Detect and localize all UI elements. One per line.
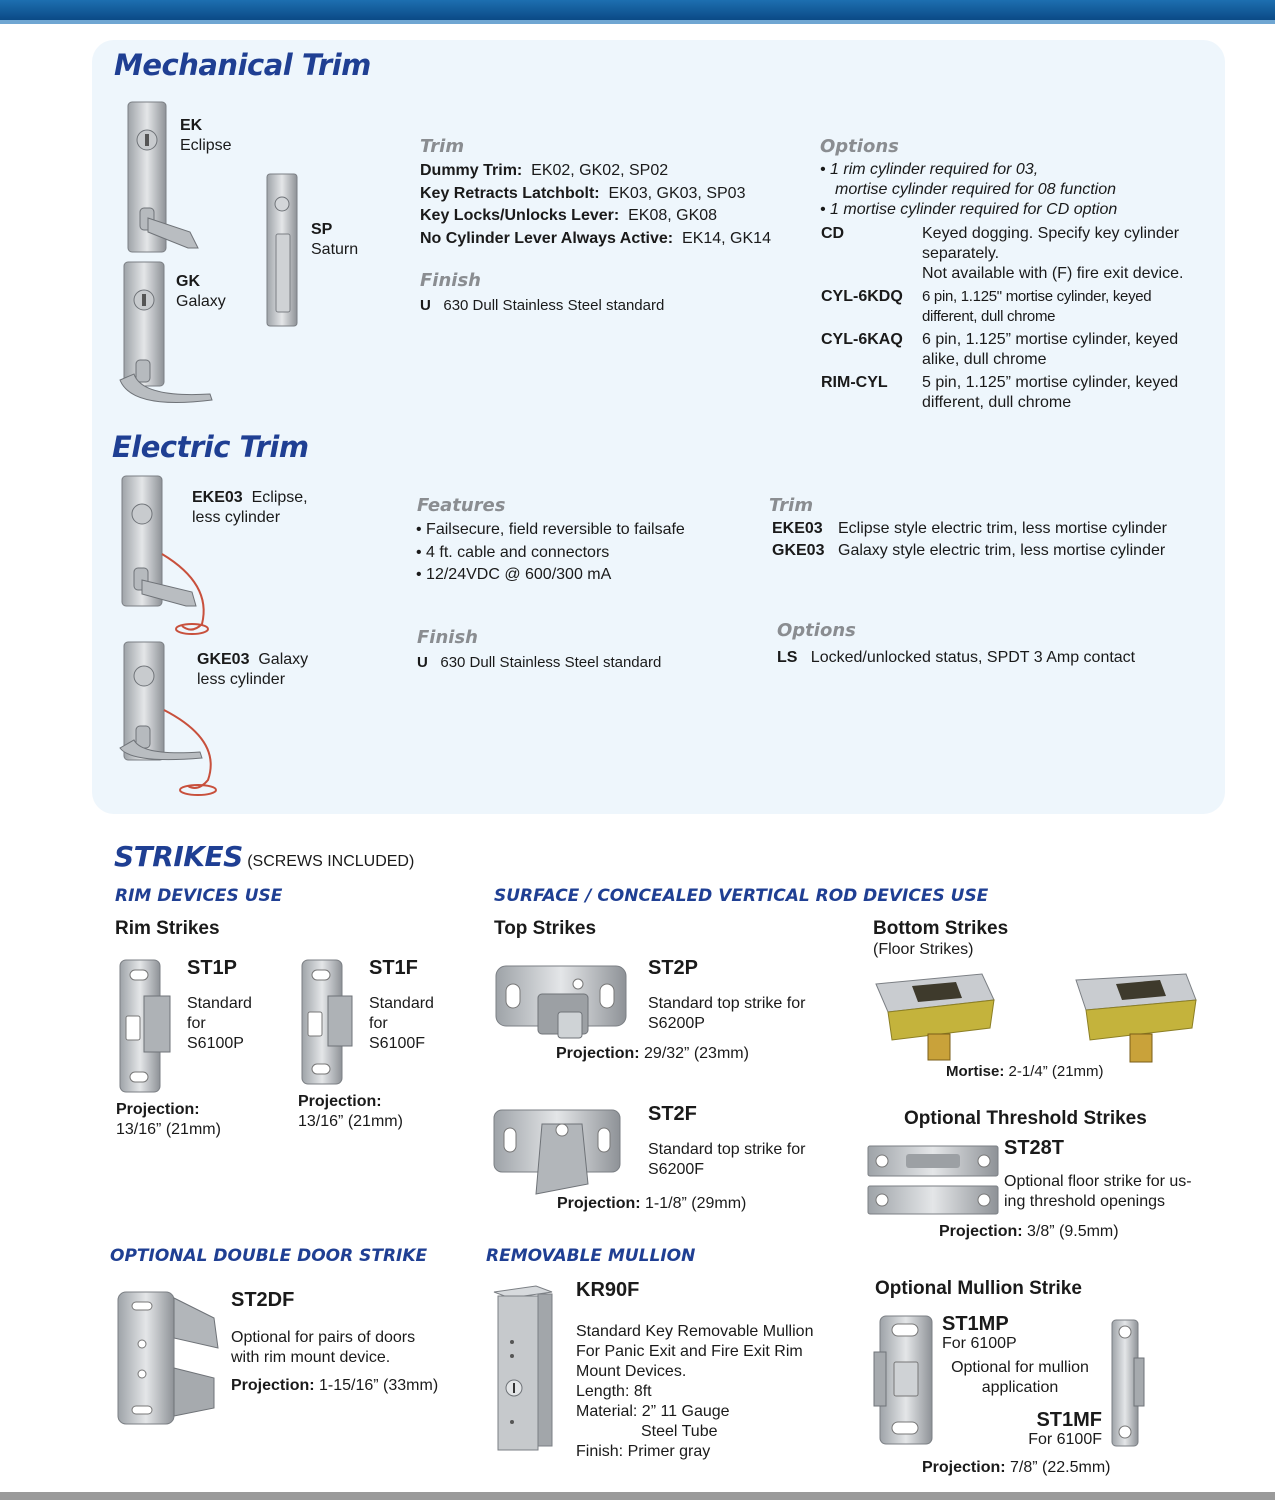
mullion-desc: Length: 8ft bbox=[576, 1383, 652, 1400]
elec-trim-text: Galaxy style electric trim, less mortise cylinder bbox=[838, 542, 1166, 559]
strike-desc: S6100F bbox=[369, 1035, 426, 1052]
mech-trim-heading: Trim bbox=[420, 136, 465, 157]
features-list bbox=[416, 519, 685, 587]
projection-value: 7/8” (22.5mm) bbox=[1010, 1459, 1111, 1476]
projection-label: Projection: bbox=[939, 1223, 1023, 1240]
st2p-strike-image bbox=[492, 958, 632, 1042]
st2df-block bbox=[231, 1290, 438, 1396]
eke03-label bbox=[192, 488, 308, 528]
strike-desc: application bbox=[981, 1379, 1059, 1396]
strike-desc: Standard bbox=[187, 995, 252, 1012]
trim-row-label: Key Locks/Unlocks Lever: bbox=[420, 207, 620, 224]
mech-options-notes bbox=[820, 160, 1117, 220]
trim-row-value: EK14, GK14 bbox=[682, 229, 771, 247]
option-code: CD bbox=[821, 225, 845, 242]
feature-item: • Failsecure, field reversible to failsafe bbox=[416, 521, 685, 538]
rim-strikes-subheading: Rim Strikes bbox=[115, 918, 220, 939]
double-door-heading: OPTIONAL DOUBLE DOOR STRIKE bbox=[110, 1246, 428, 1266]
mullion-desc: For Panic Exit and Fire Exit Rim bbox=[576, 1343, 803, 1360]
option-row bbox=[821, 287, 1183, 330]
st1mf-block bbox=[1002, 1410, 1102, 1450]
finish-text: 630 Dull Stainless Steel standard bbox=[440, 654, 662, 671]
elec-trim-row bbox=[772, 540, 1167, 562]
mullion-desc: Finish: Primer gray bbox=[576, 1443, 711, 1460]
finish-code: U bbox=[420, 297, 431, 314]
gke03-label bbox=[197, 650, 308, 690]
st28t-strike-image bbox=[866, 1142, 1002, 1220]
st1mp-code: ST1MP bbox=[942, 1313, 1009, 1335]
gke03-name: Galaxy bbox=[258, 651, 309, 668]
st1p-projection bbox=[116, 1100, 221, 1140]
elec-trim-list bbox=[772, 518, 1167, 562]
feature-item: • 4 ft. cable and connectors bbox=[416, 543, 610, 561]
strike-desc: Standard bbox=[369, 995, 434, 1012]
finish-code: U bbox=[417, 654, 428, 671]
projection-label: Projection: bbox=[922, 1459, 1006, 1476]
strike-desc: for bbox=[369, 1015, 388, 1032]
mech-trim-list bbox=[420, 160, 771, 250]
gke03-name-line2: less cylinder bbox=[197, 671, 286, 688]
option-text: Locked/unlocked status, SPDT 3 Amp contact bbox=[810, 649, 1136, 666]
mullion-strike-heading: Optional Mullion Strike bbox=[875, 1278, 1082, 1299]
mullion-desc: Steel Tube bbox=[641, 1423, 718, 1440]
top-banner bbox=[0, 0, 1275, 20]
floor-strikes-note: (Floor Strikes) bbox=[873, 941, 974, 958]
st1f-strike-image bbox=[298, 956, 356, 1088]
elec-options-row bbox=[777, 648, 1135, 668]
strikes-subtitle: (SCREWS INCLUDED) bbox=[247, 853, 415, 870]
option-code: RIM-CYL bbox=[821, 374, 888, 391]
st28t-block bbox=[1004, 1138, 1192, 1212]
st1f-code: ST1F bbox=[369, 957, 418, 979]
option-line: 5 pin, 1.125” mortise cylinder, keyed bbox=[922, 374, 1179, 391]
st1p-code: ST1P bbox=[187, 957, 238, 979]
gk-code: GK bbox=[176, 273, 200, 290]
option-row bbox=[821, 373, 1183, 416]
eke03-code: EKE03 bbox=[192, 489, 243, 506]
option-line: 6 pin, 1.125" mortise cylinder, keyed bbox=[922, 288, 1152, 305]
vertical-rod-heading: SURFACE / CONCEALED VERTICAL ROD DEVICES USE bbox=[494, 886, 989, 906]
projection-value: 1-15/16” (33mm) bbox=[319, 1377, 439, 1394]
eke03-name: Eclipse, bbox=[251, 489, 308, 506]
st2f-code: ST2F bbox=[648, 1103, 697, 1125]
strike-desc: ing threshold openings bbox=[1004, 1193, 1166, 1210]
mech-options-table bbox=[821, 224, 1183, 416]
st1mp-for: For 6100P bbox=[942, 1335, 1017, 1352]
st28t-code: ST28T bbox=[1004, 1137, 1065, 1159]
st2p-projection bbox=[556, 1044, 749, 1064]
strike-desc: S6200F bbox=[648, 1161, 705, 1178]
st2df-code: ST2DF bbox=[231, 1289, 295, 1311]
strike-desc: Standard top strike for bbox=[648, 995, 806, 1012]
st2f-block bbox=[648, 1104, 805, 1180]
projection-value: 29/32” (23mm) bbox=[644, 1045, 749, 1062]
elec-trim-text: Eclipse style electric trim, less mortise cylinder bbox=[838, 520, 1167, 537]
projection-label: Projection: bbox=[116, 1101, 200, 1118]
elec-trim-row bbox=[772, 518, 1167, 540]
features-heading: Features bbox=[417, 495, 506, 516]
sp-saturn-trim-image bbox=[264, 172, 300, 330]
mullion-desc: Mount Devices. bbox=[576, 1363, 687, 1380]
mullion-desc: Material: 2” 11 Gauge bbox=[576, 1403, 730, 1420]
trim-row-value: EK03, GK03, SP03 bbox=[608, 184, 746, 202]
strike-desc: Optional floor strike for us- bbox=[1004, 1173, 1192, 1190]
mech-trim-row bbox=[420, 205, 771, 228]
projection-value: 13/16” (21mm) bbox=[116, 1121, 221, 1138]
mullion-strike-projection bbox=[922, 1458, 1110, 1478]
bottom-strikes-subheading: Bottom Strikes bbox=[873, 918, 1009, 939]
option-line: alike, dull chrome bbox=[922, 351, 1047, 368]
mullion-strike-desc bbox=[942, 1358, 1098, 1398]
mech-trim-row bbox=[420, 228, 771, 251]
st1f-block bbox=[369, 958, 434, 1054]
elec-trim-code: GKE03 bbox=[772, 542, 825, 559]
st1mf-for: For 6100F bbox=[1028, 1431, 1102, 1448]
option-line: separately. bbox=[922, 245, 1000, 262]
option-line: Not available with (F) fire exit device. bbox=[922, 265, 1184, 282]
option-line: different, dull chrome bbox=[922, 394, 1072, 411]
option-line: Keyed dogging. Specify key cylinder bbox=[922, 225, 1180, 242]
mechanical-trim-title: Mechanical Trim bbox=[114, 48, 371, 82]
ek-label bbox=[180, 116, 232, 156]
st2p-code: ST2P bbox=[648, 957, 699, 979]
gke03-code: GKE03 bbox=[197, 651, 250, 668]
gk-label bbox=[176, 272, 226, 312]
mech-options-heading: Options bbox=[820, 136, 899, 157]
elec-finish-row bbox=[417, 653, 661, 673]
bottom-banner bbox=[0, 1492, 1275, 1500]
kr90f-block bbox=[576, 1280, 813, 1462]
top-banner-stripe bbox=[0, 20, 1275, 24]
options-note: mortise cylinder required for 08 function bbox=[835, 181, 1117, 198]
trim-row-label: Key Retracts Latchbolt: bbox=[420, 184, 600, 202]
st1mp-strike-image bbox=[872, 1312, 940, 1448]
st1mf-strike-image bbox=[1106, 1318, 1146, 1448]
strike-desc: with rim mount device. bbox=[231, 1349, 391, 1366]
st1mp-block bbox=[942, 1314, 1017, 1354]
option-row bbox=[821, 330, 1183, 373]
threshold-heading: Optional Threshold Strikes bbox=[904, 1108, 1147, 1129]
elec-options-heading: Options bbox=[777, 620, 856, 641]
st1p-strike-image bbox=[114, 956, 172, 1096]
st2f-projection bbox=[557, 1194, 746, 1214]
option-code: CYL-6KDQ bbox=[821, 288, 903, 305]
sp-name: Saturn bbox=[311, 241, 359, 258]
kr90f-code: KR90F bbox=[576, 1279, 640, 1301]
strikes-title: STRIKES bbox=[114, 840, 243, 873]
option-code: LS bbox=[777, 649, 798, 666]
st1f-projection bbox=[298, 1092, 403, 1132]
mech-finish-heading: Finish bbox=[420, 270, 481, 291]
st2f-strike-image bbox=[490, 1104, 630, 1198]
ek-name: Eclipse bbox=[180, 137, 232, 154]
projection-label: Projection: bbox=[298, 1093, 382, 1110]
strike-desc: S6100P bbox=[187, 1035, 244, 1052]
strike-desc: S6200P bbox=[648, 1015, 705, 1032]
trim-row-value: EK08, GK08 bbox=[628, 207, 718, 224]
st1p-block bbox=[187, 958, 252, 1054]
elec-finish-heading: Finish bbox=[417, 627, 478, 648]
st1mf-code: ST1MF bbox=[1036, 1409, 1102, 1431]
mech-trim-row bbox=[420, 160, 771, 183]
electric-trim-title: Electric Trim bbox=[112, 430, 309, 464]
kr90f-mullion-image bbox=[490, 1282, 558, 1454]
mech-trim-row bbox=[420, 183, 771, 206]
trim-row-label: No Cylinder Lever Always Active: bbox=[420, 229, 674, 247]
projection-label: Projection: bbox=[556, 1045, 640, 1062]
mortise-label: Mortise: bbox=[946, 1063, 1005, 1080]
strike-desc: Standard top strike for bbox=[648, 1141, 806, 1158]
option-row bbox=[821, 224, 1183, 287]
removable-mullion-heading: REMOVABLE MULLION bbox=[486, 1246, 696, 1266]
projection-value: 1-1/8” (29mm) bbox=[645, 1195, 747, 1212]
mortise-row bbox=[946, 1062, 1104, 1082]
feature-item: • 12/24VDC @ 600/300 mA bbox=[416, 566, 612, 583]
option-line: different, dull chrome bbox=[922, 308, 1056, 325]
projection-label: Projection: bbox=[557, 1195, 641, 1212]
ek-code: EK bbox=[180, 117, 203, 134]
trim-row-label: Dummy Trim: bbox=[420, 162, 523, 179]
strike-desc: Optional for mullion bbox=[951, 1359, 1089, 1376]
projection-value: 3/8” (9.5mm) bbox=[1027, 1223, 1119, 1240]
st2p-block bbox=[648, 958, 805, 1034]
elec-trim-code: EKE03 bbox=[772, 520, 823, 537]
projection-value: 13/16” (21mm) bbox=[298, 1113, 403, 1130]
mullion-desc: Standard Key Removable Mullion bbox=[576, 1323, 814, 1340]
options-note: • 1 mortise cylinder required for CD option bbox=[820, 201, 1118, 218]
rim-devices-heading: RIM DEVICES USE bbox=[115, 886, 283, 906]
strike-desc: for bbox=[187, 1015, 206, 1032]
trim-row-value: EK02, GK02, SP02 bbox=[531, 162, 669, 179]
sp-label bbox=[311, 220, 358, 260]
mech-finish-row bbox=[420, 296, 664, 316]
bottom-strike-image-2 bbox=[1072, 970, 1200, 1066]
strikes-header bbox=[114, 840, 414, 873]
elec-trim-heading: Trim bbox=[769, 495, 814, 516]
st28t-projection bbox=[939, 1222, 1119, 1242]
mortise-value: 2-1/4” (21mm) bbox=[1008, 1063, 1104, 1080]
trim-panel bbox=[92, 40, 1225, 814]
eke03-name-line2: less cylinder bbox=[192, 509, 281, 526]
option-code: CYL-6KAQ bbox=[821, 331, 903, 348]
option-line: 6 pin, 1.125” mortise cylinder, keyed bbox=[922, 331, 1179, 348]
st2df-strike-image bbox=[114, 1288, 224, 1428]
projection-label: Projection: bbox=[231, 1377, 315, 1394]
gk-name: Galaxy bbox=[176, 293, 226, 310]
top-strikes-subheading: Top Strikes bbox=[494, 918, 597, 939]
finish-text: 630 Dull Stainless Steel standard bbox=[443, 297, 665, 314]
options-note: • 1 rim cylinder required for 03, bbox=[820, 161, 1039, 178]
bottom-strike-image-1 bbox=[872, 970, 998, 1064]
strike-desc: Optional for pairs of doors bbox=[231, 1329, 416, 1346]
sp-code: SP bbox=[311, 221, 333, 238]
